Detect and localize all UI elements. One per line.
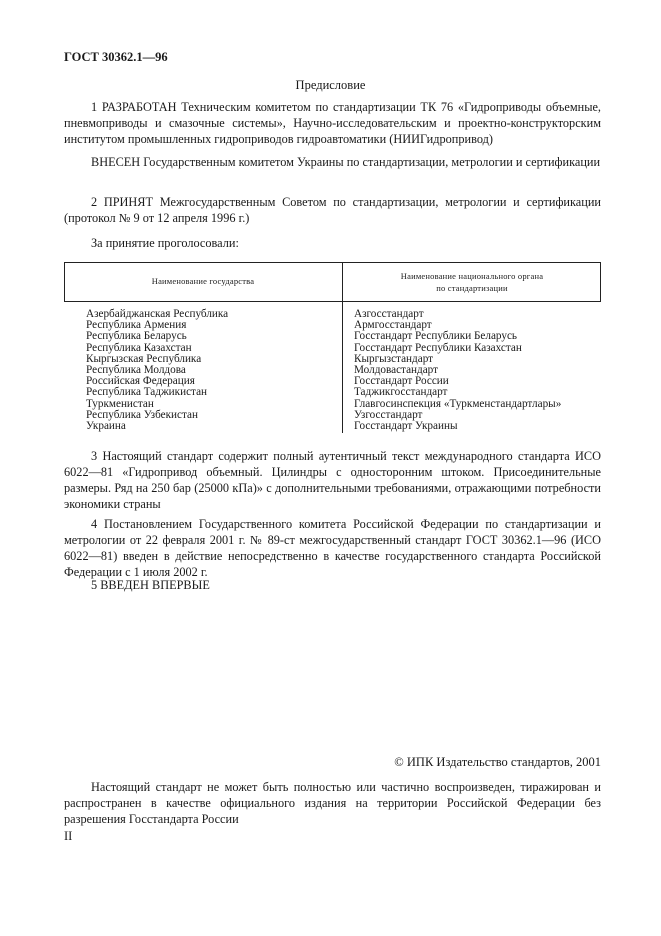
reproduction-notice: Настоящий стандарт не может быть полностью или частично воспроизведен, тиражирован и распространен в качестве официального издания на территории Российской Федерации без разрешения Госстандарта России [64, 780, 601, 826]
table-header-body-line2: по стандартизации [436, 283, 508, 293]
standards-body-item: Армгосстандарт [354, 319, 432, 332]
table-header-state: Наименование государства [151, 276, 255, 286]
state-item: Азербайджанская Республика [86, 308, 229, 320]
standards-body-item: Кыргызстандарт [354, 352, 434, 365]
paragraph-introduced: ВНЕСЕН Государственным комитетом Украины по стандартизации, метрологии и сертификации [91, 155, 601, 169]
table-header-body [343, 270, 601, 294]
state-item: Республика Казахстан [86, 341, 192, 354]
copyright-line: © ИПК Издательство стандартов, 2001 [394, 755, 601, 769]
paragraph-developed: 1 РАЗРАБОТАН Техническим комитетом по стандартизации ТК 76 «Гидроприводы объемные, пневмоприводы и смазочные системы», Научно-исследовательским и проектно-конструкторским институтом промышленных гидроприводов гидроавтоматики (НИИГидропривод) [64, 100, 601, 146]
state-list [86, 309, 336, 432]
state-item: Кыргызская Республика [86, 352, 202, 365]
standards-body-item: Госстандарт Украины [354, 420, 458, 433]
state-item: Республика Таджикистан [86, 386, 208, 399]
state-item: Республика Армения [86, 319, 187, 332]
standards-body-item: Молдовастандарт [354, 364, 439, 377]
paragraph-voted: За принятие проголосовали: [91, 236, 239, 250]
state-item: Российская Федерация [86, 375, 195, 388]
state-item: Республика Узбекистан [86, 408, 198, 421]
section-title: Предисловие [295, 78, 366, 92]
document-code: ГОСТ 30362.1—96 [64, 50, 168, 64]
voting-table [64, 262, 601, 433]
standards-body-item: Узгосстандарт [354, 408, 423, 421]
paragraph-first-introduced: 5 ВВЕДЕН ВПЕРВЫЕ [91, 578, 210, 592]
state-item: Республика Беларусь [86, 330, 187, 343]
standards-body-list [354, 309, 599, 432]
state-item: Республика Молдова [86, 364, 186, 377]
state-item: Туркменистан [86, 397, 154, 410]
standards-body-item: Госстандарт Республики Казахстан [354, 341, 522, 354]
paragraph-authentic-text: 3 Настоящий стандарт содержит полный аутентичный текст международного стандарта ИСО 6022—81 «Гидропривод объемный. Цилиндры с односторонним штоком. Присоединительные размеры. Ряд на 250 бар (25000 кПа)» с дополнительными требованиями, отражающими потребности экономики страны [64, 449, 601, 511]
standards-body-item: Госстандарт России [354, 375, 449, 388]
state-item: Украина [86, 420, 126, 433]
standards-body-item: Азгосстандарт [354, 308, 424, 320]
standards-body-item: Госстандарт Республики Беларусь [354, 330, 518, 343]
page-number: II [64, 829, 73, 843]
standards-body-item: Главгосинспекция «Туркменстандартлары» [354, 397, 562, 410]
table-header-body-line1: Наименование национального органа [400, 271, 544, 281]
standards-body-item: Таджикгосстандарт [354, 386, 448, 399]
paragraph-adopted: 2 ПРИНЯТ Межгосударственным Советом по стандартизации, метрологии и сертификации (протокол № 9 от 12 апреля 1996 г.) [64, 195, 601, 225]
paragraph-resolution: 4 Постановлением Государственного комитета Российской Федерации по стандартизации и метрологии от 22 февраля 2001 г. № 89-ст межгосударственный стандарт ГОСТ 30362.1—96 (ИСО 6022—81) введен в действие непосредственно в качестве государственного стандарта Российской Федерации с 1 июля 2002 г. [64, 517, 601, 579]
